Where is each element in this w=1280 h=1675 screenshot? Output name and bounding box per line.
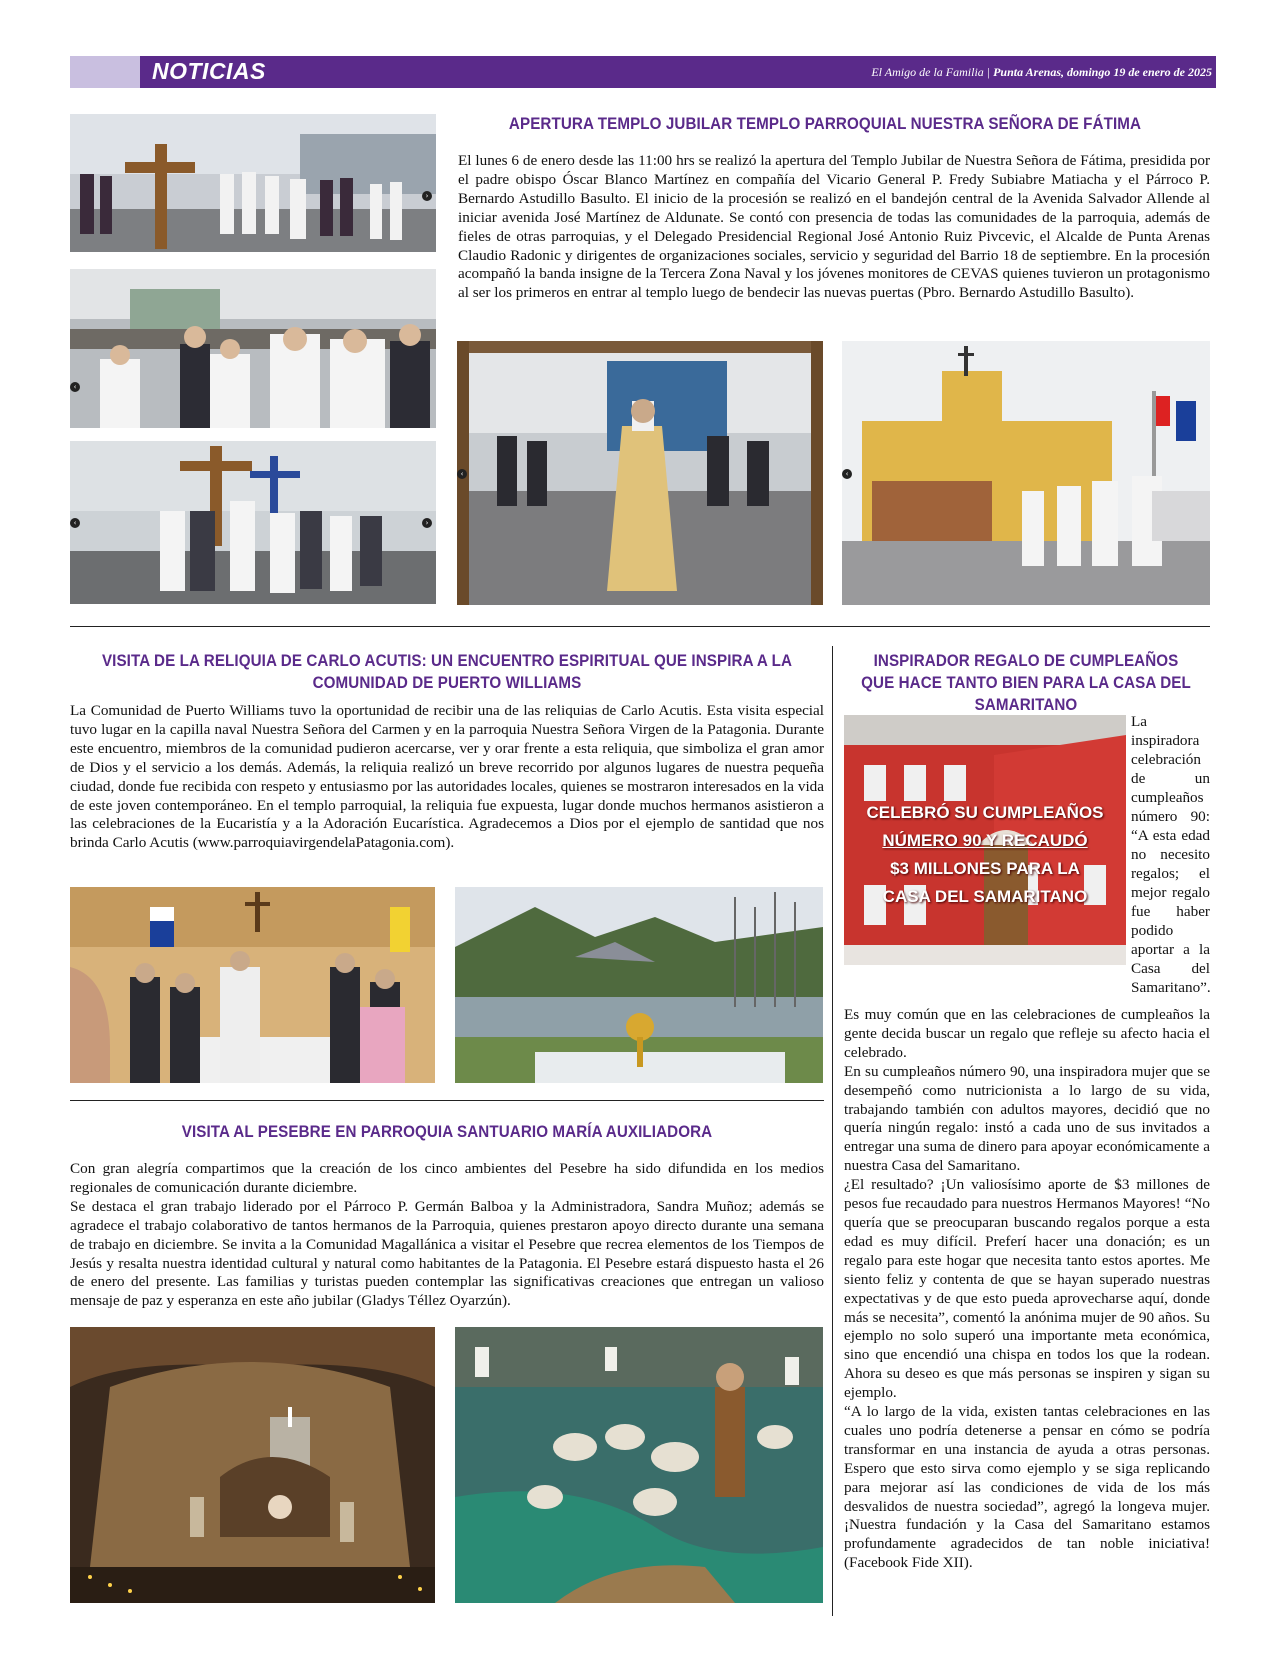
photo-church-exterior: [842, 341, 1210, 605]
body-reliquia: La Comunidad de Puerto Williams tuvo la oportunidad de recibir una de las reliquias de Carlo Acutis. Esta visita especial tuvo lugar en la capilla naval Nuestra Señora del Carmen y en la parroquia Nuestra Señora Virgen de la Patagonia. Durante este encuentro, miembros de la comunidad pudieron acercarse, ver y orar frente a esta reliquia, que simboliza el gran amor de Dios y el servicio a los demás. Además, la reliquia realizó un breve recorrido por algunos lugares de nuestra pequeña ciudad, donde fue recibida con respeto y entusiasmo por las autoridades locales, quienes se mostraron interesados en la vida de este joven contemporáneo. En el templo parroquial, la reliquia fue expuesta, lugar donde muchos hermanos asistieron a las celebraciones de la Eucaristía y a la Adoración Eucarística. Agradecemos a Dios por el ejemplo de santidad que nos brinda Carlo Acutis (www.parroquiavirgendelaPatagonia.com).: [70, 702, 824, 852]
photo-casa-samaritano: [844, 715, 1126, 965]
photo-chapel-group: [70, 887, 435, 1083]
overlay-line-1: CELEBRÓ SU CUMPLEAÑOS: [866, 803, 1104, 822]
photo-procession-cross: [70, 114, 436, 252]
photo-harbor-relic: [455, 887, 823, 1083]
body-samaritano-p1: Es muy común que en las celebraciones de cumpleaños la gente decida buscar un regalo que refleje su afecto hacia el celebrado.: [844, 1006, 1210, 1061]
prev-arrow-icon[interactable]: ‹: [70, 518, 80, 528]
photo-youth-cross-procession: [70, 441, 436, 604]
body-templo: El lunes 6 de enero desde las 11:00 hrs se realizó la apertura del Templo Jubilar de Nuestra Señora de Fátima, presidida por el padre obispo Óscar Blanco Martínez en compañía del Vicario General P. Fredy Subiabre Matiacha y el Párroco P. Bernardo Astudillo Basulto. El inicio de la procesión se realizó en el bandejón central de la Avenida Salvador Allende al iniciar avenida José Martínez de Aldunate. Se contó con presencia de todas las comunidades de la parroquia, además de fieles de otras parroquias, y el Delegado Presidencial Regional José Antonio Ruiz Pivcevic, el Alcalde de Punta Arenas Claudio Radonic y dirigentes de organizaciones sociales, servicio y seguridad del Barrio 18 de septiembre. En la procesión acompañó la banda insigne de la Tercera Zona Naval y los jóvenes monitores de CEVAS quienes tuvieron un protagonismo al ser los primeros en entrar al templo luego de bendecir las nuevas puertas (Pbro. Bernardo Astudillo Basulto).: [458, 152, 1210, 302]
photo-clergy-group: [70, 269, 436, 428]
separator: |: [983, 65, 994, 79]
overlay-line-2: NÚMERO 90 Y RECAUDÓ: [882, 831, 1088, 850]
prev-arrow-icon[interactable]: ‹: [457, 469, 467, 479]
headline-templo: APERTURA TEMPLO JUBILAR TEMPLO PARROQUIAL NUESTRA SEÑORA DE FÁTIMA: [508, 115, 1142, 133]
overlay-line-4: CASA DEL SAMARITANO: [882, 887, 1088, 906]
photo-overlay-caption: [844, 799, 1126, 911]
publication-info: [871, 65, 1212, 80]
photo-nativity-sheep: [455, 1327, 823, 1603]
prev-arrow-icon[interactable]: ‹: [70, 382, 80, 392]
body-pesebre-p2: Se destaca el gran trabajo liderado por el Párroco P. Germán Balboa y la Administradora, Sandra Muñoz; además se agradece el trabajo colaborativo de tantos hermanos de la Parroquia, quienes prestaron apoyo directo durante una semana de trabajo en diciembre. Se invita a la Comunidad Magallánica a visitar el Pesebre que recrea elementos de los Tiempos de Jesús y resalta nuestra identidad cultural y natural como habitantes de la Patagonia. El Pesebre estará dispuesto hasta el 26 de enero del presente. Las familias y turistas pueden contemplar las significativas creaciones que entregan un valioso mensaje de paz y esperanza en este año jubilar (Gladys Téllez Oyarzún).: [70, 1197, 824, 1310]
body-samaritano-p3: ¿El resultado? ¡Un valiosísimo aporte de $3 millones de pesos fue recaudado para nuestros Hermanos Mayores! “No quería que se preocuparan buscando regalos porque a esta edad es muy difícil. Preferí hacer una donación; es un regalo para este hogar que necesita tanto estos aportes. Me siento feliz y contenta de que se hayan superado nuestras expectativas y de que esto pueda aprovecharse aquí, donde más se necesita”, comentó la anónima mujer de 90 años. Su ejemplo no solo superó una importante meta económica, sino que encendió una chispa en todos los que la rodean. Ahora su deseo es que más personas se inspiren y sigan su ejemplo.: [844, 1176, 1210, 1402]
headline-reliquia: VISITA DE LA RELIQUIA DE CARLO ACUTIS: UN ENCUENTRO ESPIRITUAL QUE INSPIRA A LA COMUNIDAD DE PUERTO WILLIAMS: [101, 652, 793, 692]
photo-bishop-door: [457, 341, 823, 605]
next-arrow-icon[interactable]: ›: [422, 518, 432, 528]
city-date: Punta Arenas, domingo 19 de enero de 2025: [993, 65, 1212, 79]
headline-samaritano: INSPIRADOR REGALO DE CUMPLEAÑOS QUE HACE TANTO BIEN PARA LA CASA DEL SAMARITANO: [861, 652, 1191, 714]
header-accent-tab: [70, 56, 140, 88]
next-arrow-icon[interactable]: ›: [422, 191, 432, 201]
section-divider: [70, 1100, 824, 1101]
body-samaritano-p4: “A lo largo de la vida, existen tantas celebraciones en las cuales uno podría detenerse a pensar en cómo se podría transformar en una instancia de ayuda a otras personas. Espero que esto sirva como ejemplo y se siga replicando para mejorar así las condiciones de vida de los más desvalidos de nuestra sociedad”, agregó la longeva mujer. ¡Nuestra fundación y la Casa del Samaritano estamos profundamente agradecidos de tan noble iniciativa! (Facebook Fide XII).: [844, 1403, 1210, 1572]
section-divider: [70, 626, 1210, 627]
publication-name: El Amigo de la Familia: [871, 65, 984, 79]
body-samaritano: [844, 1006, 1210, 1573]
body-pesebre-p1: Con gran alegría compartimos que la creación de los cinco ambientes del Pesebre ha sido difundida en los medios regionales de comunicación durante diciembre.: [70, 1160, 824, 1196]
side-text-samaritano: La inspiradora celebración de un cumpleaños número 90: “A esta edad no necesito regalos; el mejor regalo fue haber podido aportar a la Casa del Samaritano”.: [1131, 713, 1211, 996]
headline-pesebre: VISITA AL PESEBRE EN PARROQUIA SANTUARIO MARÍA AUXILIADORA: [181, 1123, 713, 1141]
prev-arrow-icon[interactable]: ‹: [842, 469, 852, 479]
section-title: NOTICIAS: [152, 58, 266, 84]
photo-nativity-scene: [70, 1327, 435, 1603]
column-divider: [832, 646, 833, 1616]
body-pesebre: [70, 1160, 824, 1311]
body-samaritano-p2: En su cumpleaños número 90, una inspiradora mujer que se desempeñó como nutricionista a lo largo de su vida, trabajando también con adultos mayores, decidió que no quería ningún regalo: instó a cada uno de sus invitados a entregar una suma de dinero para apoyar económicamente a nuestra Casa del Samaritano.: [844, 1062, 1210, 1175]
overlay-line-3: $3 MILLONES PARA LA: [890, 859, 1080, 878]
